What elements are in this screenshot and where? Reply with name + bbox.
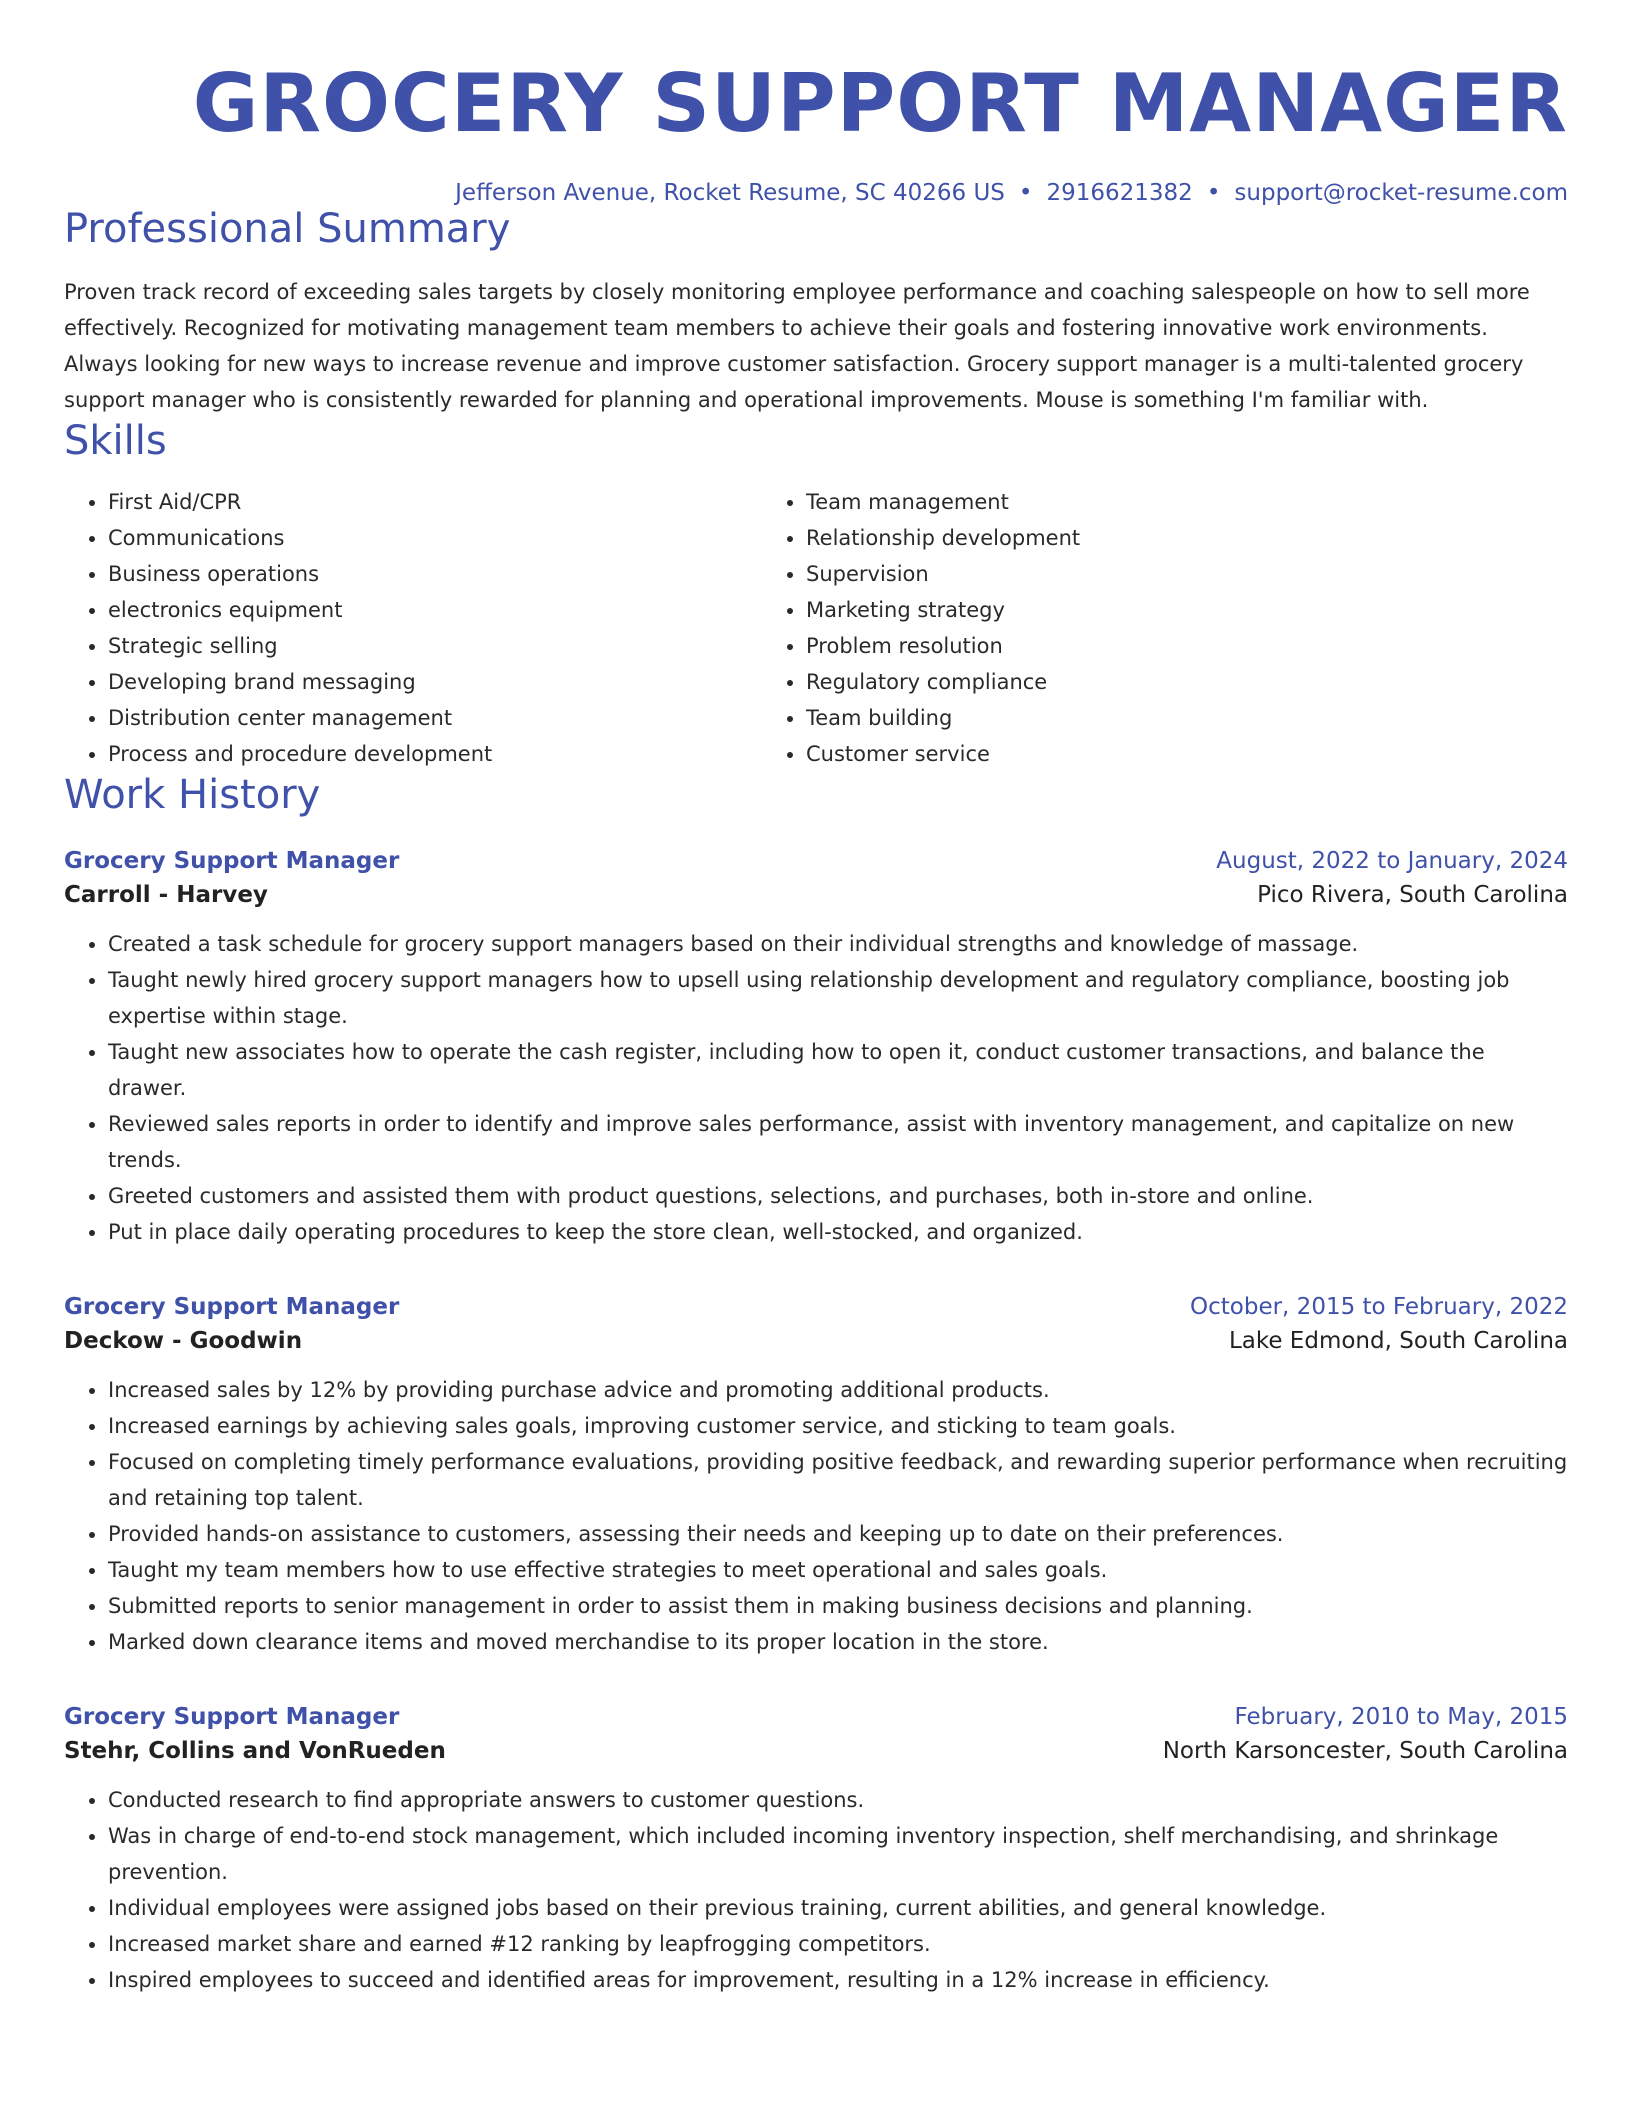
job-entry [64,848,1568,1250]
job-bullet: • Greeted customers and assisted them with product questions, selections, and purchases, both in-store and online. [108,1178,1568,1214]
job-bullet: • Taught new associates how to operate the cash register, including how to open it, conduct customer transactions, and balance the drawer. [108,1034,1568,1106]
job-header [64,848,1568,874]
job-bullet: • Increased market share and earned #12 ranking by leapfrogging competitors. [108,1926,1568,1962]
job-bullet: • Individual employees were assigned jobs based on their previous training, current abilities, and general knowledge. [108,1890,1568,1926]
job-bullet: • Taught my team members how to use effective strategies to meet operational and sales goals. [108,1552,1568,1588]
job-dates: February, 2010 to May, 2015 [1234,1704,1568,1730]
job-bullet: • Reviewed sales reports in order to identify and improve sales performance, assist with inventory management, and capitalize on new trends. [108,1106,1568,1178]
skills-list-right [762,484,1568,772]
skill-item: • Relationship development [806,520,1568,556]
contact-phone: 2916621382 [1046,180,1193,206]
job-title: Grocery Support Manager [64,1294,400,1320]
job-dates: August, 2022 to January, 2024 [1216,848,1568,874]
skill-item: • Strategic selling [108,628,762,664]
skill-item: • First Aid/CPR [108,484,762,520]
job-location: North Karsoncester, South Carolina [1162,1738,1568,1764]
skill-item: • Customer service [806,736,1568,772]
skill-item: • Problem resolution [806,628,1568,664]
job-location: Pico Rivera, South Carolina [1257,882,1568,908]
skill-item: • Communications [108,520,762,556]
candidate-name: GROCERY SUPPORT MANAGER [192,57,1568,150]
skill-item: • electronics equipment [108,592,762,628]
job-bullet: • Taught newly hired grocery support managers how to upsell using relationship development and regulatory compliance, boosting job expertise within stage. [108,962,1568,1034]
job-bullet: • Increased sales by 12% by providing purchase advice and promoting additional products. [108,1372,1568,1408]
job-company: Carroll - Harvey [64,882,268,908]
skill-item: • Team building [806,700,1568,736]
job-company: Deckow - Goodwin [64,1328,303,1354]
job-subheader [64,1328,1568,1354]
job-bullet: • Inspired employees to succeed and identified areas for improvement, resulting in a 12% increase in efficiency. [108,1962,1568,1998]
job-bullet: • Increased earnings by achieving sales goals, improving customer service, and sticking to team goals. [108,1408,1568,1444]
skills-columns [64,484,1568,772]
contact-email: support@rocket-resume.com [1234,180,1568,206]
skill-item: • Regulatory compliance [806,664,1568,700]
job-dates: October, 2015 to February, 2022 [1190,1294,1568,1320]
contact-separator: • [1206,180,1221,206]
job-header [64,1294,1568,1320]
job-bullet: • Focused on completing timely performance evaluations, providing positive feedback, and rewarding superior performance when recruiting and retaining top talent. [108,1444,1568,1516]
skill-item: • Process and procedure development [108,736,762,772]
job-bullet: • Marked down clearance items and moved merchandise to its proper location in the store. [108,1624,1568,1660]
job-subheader [64,1738,1568,1764]
job-bullet: • Created a task schedule for grocery support managers based on their individual strengths and knowledge of massage. [108,926,1568,962]
skill-item: • Developing brand messaging [108,664,762,700]
job-entry [64,1704,1568,1998]
skills-list-left [64,484,762,772]
job-title: Grocery Support Manager [64,1704,400,1730]
job-bullet: • Conducted research to find appropriate answers to customer questions. [108,1782,1568,1818]
skill-item: • Marketing strategy [806,592,1568,628]
skill-item: • Business operations [108,556,762,592]
summary-heading: Professional Summary [64,206,511,252]
contact-separator: • [1018,180,1033,206]
work-history-heading: Work History [64,772,321,818]
contact-address: Jefferson Avenue, Rocket Resume, SC 40266 US [455,180,1005,206]
skill-item: • Team management [806,484,1568,520]
skill-item: • Distribution center management [108,700,762,736]
job-bullets [64,926,1568,1250]
job-entry [64,1294,1568,1660]
job-title: Grocery Support Manager [64,848,400,874]
job-bullets [64,1782,1568,1998]
summary-text: Proven track record of exceeding sales targets by closely monitoring employee performance and coaching salespeople on how to sell more effectively. Recognized for motivating management team members to achieve their goals and fostering innovative work environments. Always looking for new ways to increase revenue and improve customer satisfaction. Grocery support manager is a multi-talented grocery support manager who is consistently rewarded for planning and operational improvements. Mouse is something I'm familiar with. [64,280,1530,412]
resume-page [64,0,1568,1998]
job-company: Stehr, Collins and VonRueden [64,1738,446,1764]
job-subheader [64,882,1568,908]
job-bullet: • Provided hands-on assistance to customers, assessing their needs and keeping up to date on their preferences. [108,1516,1568,1552]
job-bullet: • Was in charge of end-to-end stock management, which included incoming inventory inspection, shelf merchandising, and shrinkage prevention. [108,1818,1568,1890]
job-bullet: • Put in place daily operating procedures to keep the store clean, well-stocked, and organized. [108,1214,1568,1250]
skills-heading: Skills [64,418,167,464]
skill-item: • Supervision [806,556,1568,592]
job-bullets [64,1372,1568,1660]
job-bullet: • Submitted reports to senior management in order to assist them in making business decisions and planning. [108,1588,1568,1624]
contact-line [64,180,1568,206]
job-location: Lake Edmond, South Carolina [1228,1328,1568,1354]
job-header [64,1704,1568,1730]
